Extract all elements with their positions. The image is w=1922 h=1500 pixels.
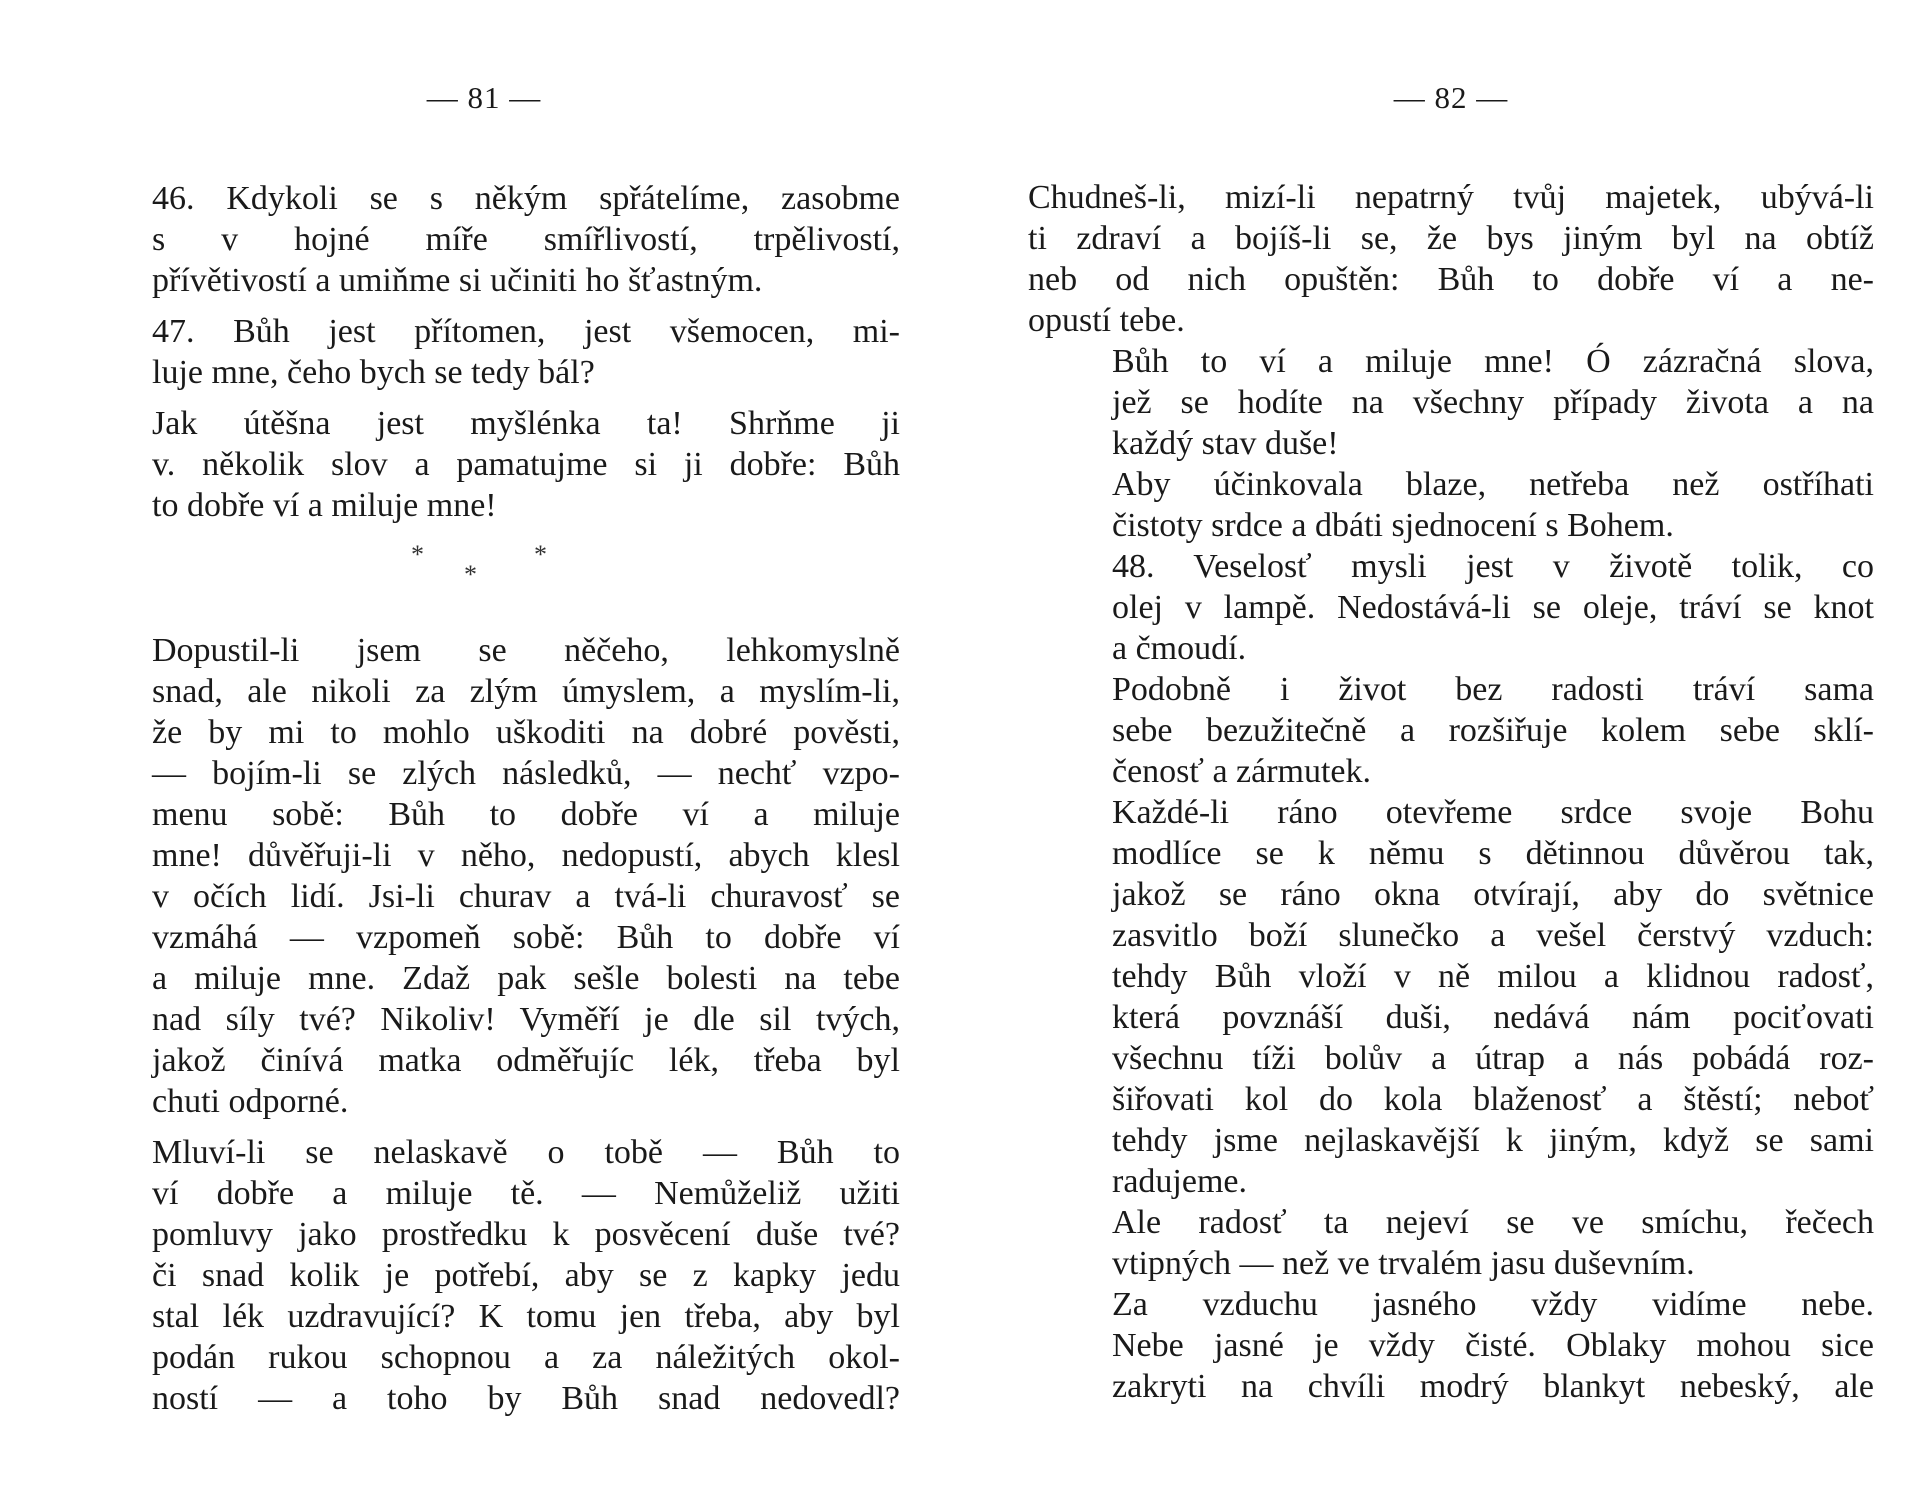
left-page-text bbox=[68, 178, 900, 1419]
text-line: Chudneš-li, mizí-li nepatrný tvůj majetek, ubývá-li bbox=[1028, 179, 1874, 216]
text-line: vzmáhá — vzpomeň sobě: Bůh to dobře ví bbox=[152, 919, 900, 956]
text-line: všechnu tíži bolův a útrap a nás pobádá roz- bbox=[1112, 1040, 1874, 1077]
text-line: chuti odporné. bbox=[152, 1083, 349, 1120]
text-line: Ale radosť ta nejeví se ve smíchu, řečech bbox=[1112, 1204, 1874, 1241]
text-line: a miluje mne. Zdaž pak sešle bolesti na tebe bbox=[152, 960, 900, 997]
paragraph-48 bbox=[1028, 546, 1874, 669]
text-line: Mluví-li se nelaskavě o tobě — Bůh to bbox=[152, 1134, 900, 1171]
section-separator bbox=[68, 526, 900, 630]
text-line: 46. Kdykoli se s někým spřátelíme, zasobme bbox=[152, 180, 900, 217]
page-number-right: — 82 — bbox=[1393, 80, 1509, 115]
right-page-text bbox=[1028, 177, 1874, 1407]
text-line: Jak útěšna jest myšlénka ta! Shrňme ji bbox=[152, 405, 900, 442]
separator-star: * bbox=[411, 540, 424, 569]
page-number-left: — 81 — bbox=[426, 80, 542, 115]
paragraph bbox=[68, 1132, 900, 1419]
text-line: zakryti na chvíli modrý blankyt nebeský, ale bbox=[1112, 1368, 1874, 1405]
paragraph bbox=[1028, 341, 1874, 464]
text-line: vtipných — než ve trvalém jasu duševním. bbox=[1112, 1245, 1695, 1282]
text-line: v očích lidí. Jsi-li churav a tvá-li churavosť se bbox=[152, 878, 900, 915]
text-line: mne! důvěřuji-li v něho, nedopustí, abych klesl bbox=[152, 837, 900, 874]
paragraph bbox=[1028, 1202, 1874, 1284]
text-line: v. několik slov a pamatujme si ji dobře: Bůh bbox=[152, 446, 900, 483]
text-line: s v hojné míře smířlivostí, trpělivostí, bbox=[152, 221, 900, 258]
paragraph-46 bbox=[68, 178, 900, 301]
text-line: ti zdraví a bojíš-li se, že bys jiným byl na obtíž bbox=[1028, 220, 1874, 257]
text-line: 47. Bůh jest přítomen, jest všemocen, mi- bbox=[152, 313, 900, 350]
left-page bbox=[68, 0, 900, 1500]
text-line: přívětivostí a umiňme si učiniti ho šťastným. bbox=[152, 262, 763, 299]
text-line: že by mi to mohlo uškoditi na dobré pověsti, bbox=[152, 714, 900, 751]
paragraph bbox=[1028, 792, 1874, 1202]
text-line: každý stav duše! bbox=[1112, 425, 1339, 462]
text-line: tehdy jsme nejlaskavější k jiným, když se sami bbox=[1112, 1122, 1874, 1159]
text-line: či snad kolik je potřebí, aby se z kapky jedu bbox=[152, 1257, 900, 1294]
text-line: ví dobře a miluje tě. — Nemůželiž užiti bbox=[152, 1175, 900, 1212]
text-line: Za vzduchu jasného vždy vidíme nebe. bbox=[1112, 1286, 1874, 1323]
paragraph bbox=[1028, 464, 1874, 546]
right-page bbox=[1028, 0, 1874, 1500]
text-line: stal lék uzdravující? K tomu jen třeba, aby byl bbox=[152, 1298, 900, 1335]
paragraph bbox=[1028, 669, 1874, 792]
paragraph bbox=[1028, 177, 1874, 341]
text-line: jakož se ráno okna otvírají, aby do světnice bbox=[1112, 876, 1874, 913]
text-line: Každé-li ráno otevřeme srdce svoje Bohu bbox=[1112, 794, 1874, 831]
text-line: opustí tebe. bbox=[1028, 302, 1185, 339]
text-line: tehdy Bůh vloží v ně milou a klidnou radosť, bbox=[1112, 958, 1874, 995]
paragraph-47 bbox=[68, 311, 900, 393]
text-line: radujeme. bbox=[1112, 1163, 1247, 1200]
text-line: luje mne, čeho bych se tedy bál? bbox=[152, 354, 595, 391]
text-line: nad síly tvé? Nikoliv! Vyměří je dle sil tvých, bbox=[152, 1001, 900, 1038]
text-line: šiřovati kol do kola blaženosť a štěstí; neboť bbox=[1112, 1081, 1874, 1118]
text-line: zasvitlo boží slunečko a vešel čerstvý vzduch: bbox=[1112, 917, 1874, 954]
text-line: a čmoudí. bbox=[1112, 630, 1247, 667]
text-line: menu sobě: Bůh to dobře ví a miluje bbox=[152, 796, 900, 833]
text-line: podán rukou schopnou a za náležitých okol- bbox=[152, 1339, 900, 1376]
text-line: čenosť a zármutek. bbox=[1112, 753, 1372, 790]
text-line: olej v lampě. Nedostává-li se oleje, tráví se knot bbox=[1112, 589, 1874, 626]
text-line: to dobře ví a miluje mne! bbox=[152, 487, 497, 524]
text-line: Bůh to ví a miluje mne! Ó zázračná slova, bbox=[1112, 343, 1874, 380]
paragraph bbox=[1028, 1284, 1874, 1407]
text-line: — bojím-li se zlých následků, — nechť vzpo- bbox=[152, 755, 900, 792]
text-line: Dopustil-li jsem se něčeho, lehkomyslně bbox=[152, 632, 900, 669]
paragraph bbox=[68, 630, 900, 1122]
text-line: Podobně i život bez radosti tráví sama bbox=[1112, 671, 1874, 708]
paragraph bbox=[68, 403, 900, 526]
text-line: Aby účinkovala blaze, netřeba než ostříhati bbox=[1112, 466, 1874, 503]
text-line: jež se hodíte na všechny případy života a na bbox=[1112, 384, 1874, 421]
text-line: neb od nich opuštěn: Bůh to dobře ví a ne- bbox=[1028, 261, 1874, 298]
text-line: Nebe jasné je vždy čisté. Oblaky mohou sice bbox=[1112, 1327, 1874, 1364]
text-line: čistoty srdce a dbáti sjednocení s Bohem. bbox=[1112, 507, 1674, 544]
text-line: sebe bezužitečně a rozšiřuje kolem sebe sklí- bbox=[1112, 712, 1874, 749]
separator-star: * bbox=[534, 540, 547, 569]
text-line: pomluvy jako prostředku k posvěcení duše tvé? bbox=[152, 1216, 900, 1253]
text-line: jakož činívá matka odměřujíc lék, třeba byl bbox=[152, 1042, 900, 1079]
text-line: 48. Veselosť mysli jest v životě tolik, co bbox=[1112, 548, 1874, 585]
text-line: která povznáší duši, nedává nám pociťovati bbox=[1112, 999, 1874, 1036]
text-line: modlíce se k němu s dětinnou důvěrou tak, bbox=[1112, 835, 1874, 872]
separator-star: * bbox=[464, 560, 477, 589]
text-line: snad, ale nikoli za zlým úmyslem, a myslím-li, bbox=[152, 673, 900, 710]
text-line: ností — a toho by Bůh snad nedovedl? bbox=[152, 1380, 900, 1417]
